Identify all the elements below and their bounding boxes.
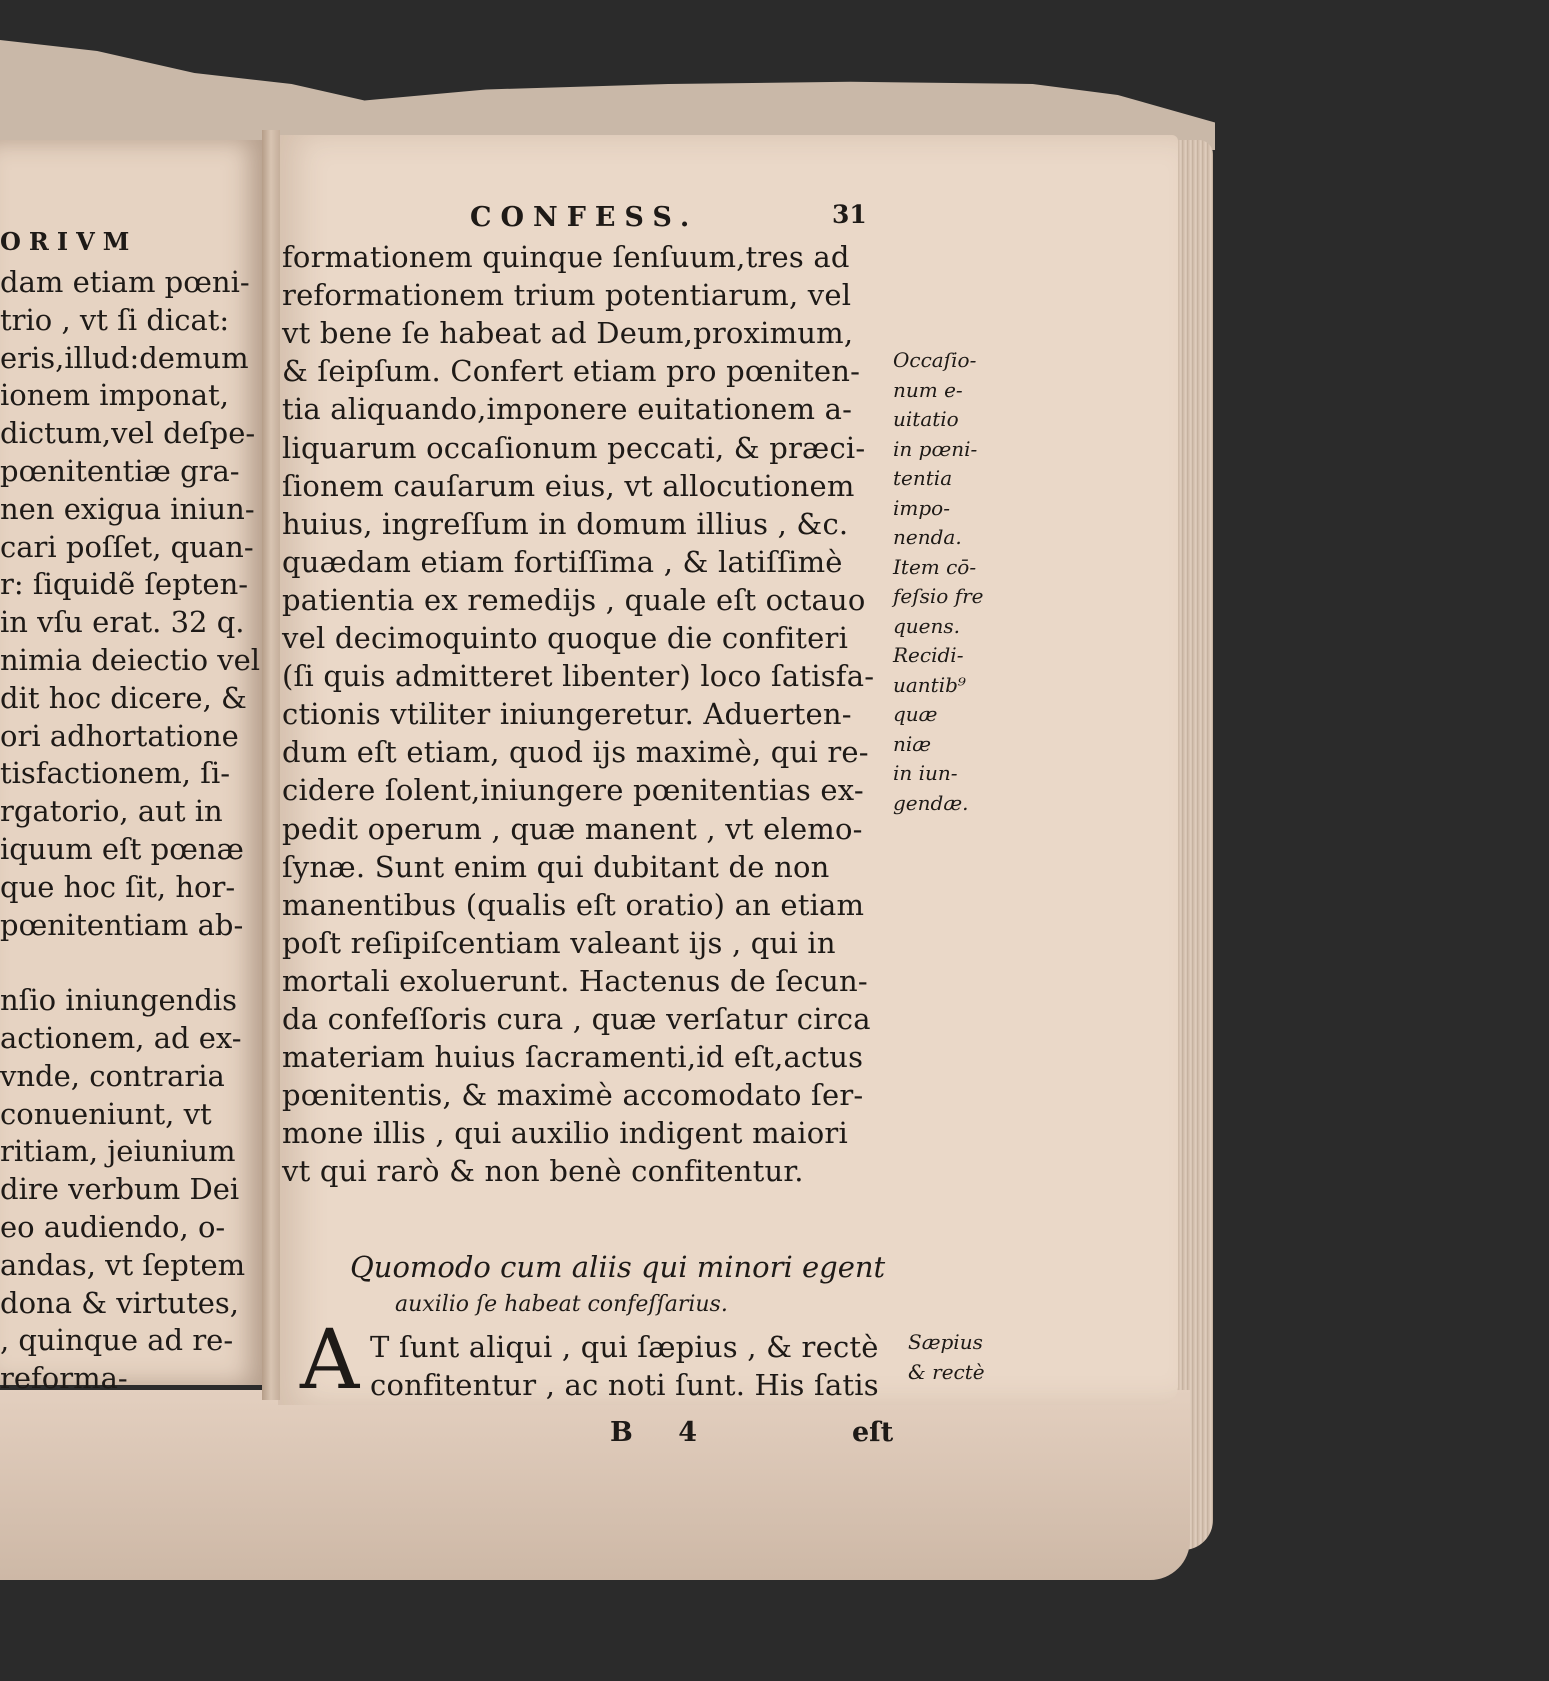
marginal-note-line: uantib⁹	[893, 672, 966, 697]
text-line: mortali exoluerunt. Hactenus de ſecun-	[282, 963, 868, 998]
text-line: pœnitentis, & maximè accomodato ſer-	[282, 1078, 864, 1113]
text-line: tia aliquando,imponere euitationem a-	[282, 392, 853, 427]
marginal-note-line: & rectè	[908, 1360, 985, 1384]
left-text-line: pœnitentiam ab-	[0, 907, 244, 942]
running-header: CONFESS.	[470, 202, 699, 233]
text-line: dum eſt etiam, quod ijs maximè, qui re-	[282, 735, 869, 770]
marginal-note-line: Occaſio-	[893, 348, 977, 372]
marginal-note-line: quens.	[893, 613, 961, 638]
book-gutter	[262, 130, 280, 1400]
left-text-line: trio , vt ſi dicat:	[0, 302, 230, 337]
text-line: vt qui rarò & non benè confitentur.	[282, 1154, 804, 1189]
left-text-line: eo audiendo, o-	[0, 1210, 226, 1244]
left-text-line: nimia deiectio vel	[0, 643, 261, 677]
text-line: da confeſſoris cura , quæ verſatur circa	[282, 1002, 871, 1036]
drop-cap: A	[300, 1313, 360, 1408]
left-text-line: ionem imponat,	[0, 378, 229, 413]
left-text-line: dona & virtutes,	[0, 1285, 240, 1320]
text-line: mone illis , qui auxilio indigent maiori	[282, 1116, 848, 1151]
text-line: T ſunt aliqui , qui ſæpius , & rectè	[370, 1330, 879, 1364]
text-line: huius, ingreſſum in domum illius , &c.	[282, 506, 849, 541]
marginal-note-line: Sæpius	[908, 1330, 983, 1354]
left-text-line: vnde, contraria	[0, 1058, 225, 1093]
marginal-note-line: impo-	[893, 495, 950, 520]
text-line: materiam huius ſacramenti,id eſt,actus	[282, 1040, 864, 1075]
text-line: reformationem trium potentiarum, vel	[282, 278, 852, 313]
text-line: ctionis vtiliter iniungeretur. Aduerten-	[282, 697, 852, 732]
marginal-note-line: in pœni-	[893, 436, 978, 461]
text-line: vel decimoquinto quoque die confiteri	[282, 621, 849, 655]
text-line: vt bene ſe habeat ad Deum,proximum,	[282, 316, 854, 351]
left-text-line: dictum,vel deſpe-	[0, 416, 256, 451]
text-line: liquarum occaſionum peccati, & præci-	[282, 430, 866, 465]
text-line: ſynæ. Sunt enim qui dubitant de non	[282, 849, 830, 884]
marginal-note-line: num e-	[893, 377, 963, 402]
subheading-line-1: Quomodo cum aliis qui minori egent	[350, 1250, 886, 1284]
marginal-note-line: nenda.	[893, 525, 962, 549]
marginal-note-line: in iun-	[893, 761, 958, 785]
left-text-line: eris,illud:demum	[0, 340, 249, 375]
left-text-line: dire verbum Dei	[0, 1172, 240, 1207]
text-line: confitentur , ac noti ſunt. His ſatis	[370, 1368, 879, 1402]
signature-mark: B 4	[610, 1417, 716, 1448]
book-bottom	[0, 1390, 1190, 1580]
left-text-line: que hoc ſit, hor-	[0, 869, 236, 904]
text-line: cidere ſolent,iniungere pœnitentias ex-	[282, 773, 864, 808]
left-text-line: nen exigua iniun-	[0, 491, 255, 526]
text-line: quædam etiam fortiſſima , & latiſſimè	[282, 544, 843, 579]
marginal-note-line: quæ	[893, 702, 938, 726]
left-text-line: dit hoc dicere, &	[0, 680, 247, 715]
left-text-line: conueniunt, vt	[0, 1096, 212, 1131]
left-text-line: r: ſiquidẽ ſepten-	[0, 567, 249, 602]
left-text-line: nſio iniungendis	[0, 983, 238, 1018]
marginal-note-line: uitatio	[893, 407, 959, 431]
marginal-note-line: gendæ.	[893, 790, 969, 815]
book-top-edge	[0, 40, 1215, 150]
marginal-note-line: feſsio fre	[893, 584, 984, 608]
subheading-line-2: auxilio ſe habeat confeſſarius.	[395, 1292, 728, 1317]
left-text-line: pœnitentiæ gra-	[0, 454, 240, 488]
left-text-line: tisfactionem, ſi-	[0, 756, 231, 791]
left-text-line: ori adhortatione	[0, 718, 239, 753]
left-text-line: rgatorio, aut in	[0, 794, 223, 829]
left-text-line: ritiam, jeiunium	[0, 1134, 236, 1169]
text-line: patientia ex remedijs , quale eſt octauo	[282, 582, 866, 617]
left-text-line: reforma-	[0, 1361, 128, 1396]
text-line: formationem quinque ſenſuum,tres ad	[282, 240, 850, 274]
marginal-note-line: Recidi-	[893, 643, 964, 667]
page-number: 31	[832, 200, 867, 229]
text-line: poſt reſipiſcentiam valeant ijs , qui in	[282, 925, 836, 960]
marginal-note-line: tentia	[893, 466, 953, 490]
marginal-note-line: niæ	[893, 731, 932, 756]
marginal-note-line: Item cō-	[893, 554, 977, 579]
left-text-line: cari poſſet, quan-	[0, 529, 254, 564]
text-line: pedit operum , quæ manent , vt elemo-	[282, 811, 863, 846]
text-line: manentibus (qualis eſt oratio) an etiam	[282, 887, 865, 922]
left-text-line: dam etiam pœni-	[0, 265, 250, 299]
text-line: ſionem cauſarum eius, vt allocutionem	[282, 468, 855, 503]
left-text-line: , quinque ad re-	[0, 1323, 234, 1358]
catchword: eſt	[852, 1417, 894, 1448]
left-text-line: iquum eſt pœnæ	[0, 832, 244, 866]
text-line: & ſeipſum. Confert etiam pro pœniten-	[282, 354, 861, 389]
left-text-line: in vſu erat. 32 q.	[0, 605, 245, 640]
left-text-line: andas, vt ſeptem	[0, 1247, 246, 1282]
left-running-header: ORIVM	[0, 227, 138, 256]
text-line: (ſi quis admitteret libenter) loco ſatisfa-	[282, 659, 875, 694]
left-text-line: actionem, ad ex-	[0, 1021, 242, 1055]
